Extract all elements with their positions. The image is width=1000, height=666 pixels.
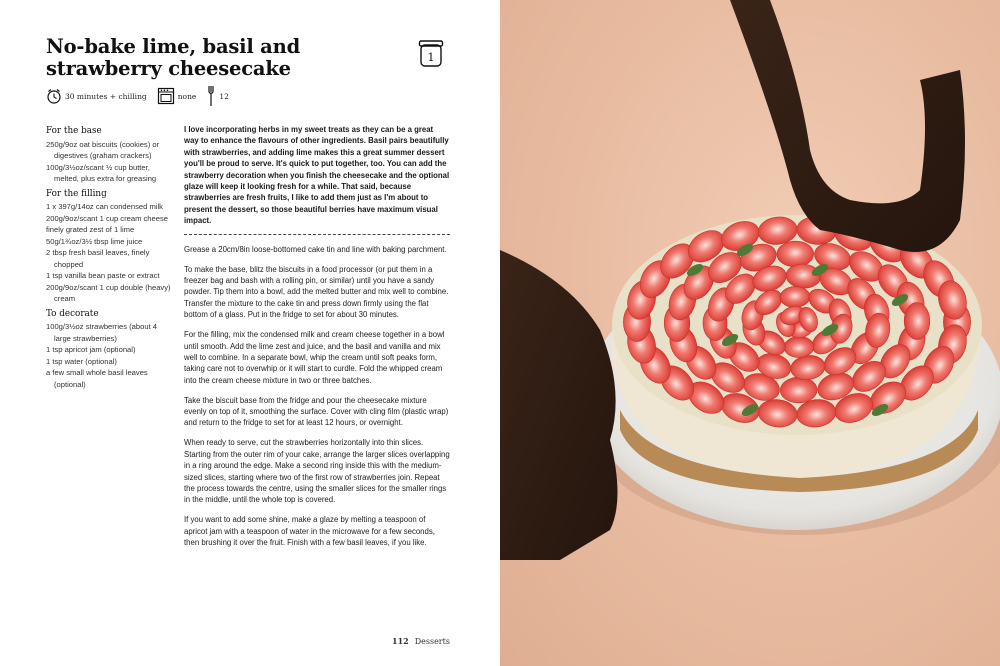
cheesecake-photo [500,0,1000,666]
right-hand [730,0,965,252]
ingredients-heading: For the filling [46,188,107,199]
dashed-divider [184,234,450,235]
ingredient-item: 1 tsp apricot jam (optional) [46,345,136,354]
left-hand [500,250,618,560]
ingredient-item: 1 tsp water (optional) [46,356,117,366]
ingredient-item: a few small whole basil leaves (optional) [46,368,148,389]
ingredient-item: 200g/9oz/scant 1 cup cream cheese [46,213,168,223]
recipe-title: No-bake lime, basil and strawberry cheesecake [46,35,301,80]
photo-page [500,0,1000,666]
ingredient-item: 1 x 397g/14oz can condensed milk [46,202,163,211]
method-step: When ready to serve, cut the strawberries horizontally into thin slices. Starting from the outer rim of your cake, arrange the larger slices overlapping in a ring around the edge. Make a second ring inside this with the medium-sized slices, starting where two of the first row of strawberries join. Repeat the process towards the centre, using the smaller slices for the smaller rings in the middle, until the whole top is covered. [184,438,450,505]
recipe-intro: I love incorporating herbs in my sweet treats as they can be a great way to enhance the flavours of other ingredients. Basil pairs beautifully with strawberries, and adding lime makes this a great summer dessert you'll be proud to serve. It's quick to put together, too. You can add the strawberry decoration when you finish the cheesecake and the optional glaze will keep it looking fresh for a while. That said, because strawberries are fresh fruits, I like to add them just as I'm about to present the dessert, so those beautiful berries have maximum visual impact. [184,125,450,226]
jar-icon [416,38,446,68]
method-step: To make the base, blitz the biscuits in a food processor (or put them in a freezer bag and bash with a rolling pin, or similar) until you have a sandy powder. Tip them into a bowl, add the melted butter and mix well to combine. Transfer the mixture to the cake tin and press down firmly using the flat bottom of a glass. Put in the fridge to set for about 30 minutes. [184,264,449,320]
page-number: 112 [392,636,409,646]
ingredient-item: 100g/3½oz/scant ½ cup butter, melted, plus extra for greasing [46,162,157,183]
fork-icon [206,85,216,107]
ingredients-filling [46,189,172,305]
ingredient-item: 1 tsp vanilla bean paste or extract [46,271,160,280]
ingredient-item: finely grated zest of 1 lime [46,225,135,234]
ingredient-item: 250g/9oz oat biscuits (cookies) or digestives (graham crackers) [46,139,160,160]
ingredient-item: 2 tbsp fresh basil leaves, finely chopped [46,248,150,269]
method-step: Grease a 20cm/8in loose-bottomed cake tin and line with baking parchment. [184,244,447,254]
strawberry-slice [780,377,817,403]
page-footer [392,636,450,646]
recipe-meta [46,86,239,106]
ingredient-item: 50g/1¾oz/3½ tbsp lime juice [46,236,143,246]
ingredient-item: 200g/9oz/scant 1 cup double (heavy) cream [46,282,171,303]
meta-cook: none [177,91,197,101]
ingredients-heading: To decorate [46,308,99,319]
method-step: Take the biscuit base from the fridge and pour the cheesecake mixture evenly on top of it, smoothing the surface. Cover with cling film (plastic wrap) and return to the fridge to set for at least 12 hours, or overnight. [184,395,449,428]
meta-time: 30 minutes + chilling [65,91,147,101]
strawberry-slice [777,241,814,267]
ingredient-item: 100g/3½oz strawberries (about 4 large strawberries) [46,322,158,343]
strawberry-slice [904,302,930,339]
method-step: If you want to add some shine, make a glaze by melting a teaspoon of apricot jam with a teaspoon of water in the microwave for a few seconds, then brushing it over the fruit. Finish with a few basil leaves, if you like. [184,515,435,548]
ingredients-column [46,124,172,394]
ingredients-heading: For the base [46,126,102,136]
alarm-clock-icon [46,87,62,105]
oven-icon [157,87,175,105]
section-name: Desserts [414,637,450,646]
method-column [184,124,450,557]
ingredients-decorate [46,309,172,391]
ingredients-base [46,126,172,185]
category-number: 1 [427,51,435,64]
method-step: For the filling, mix the condensed milk and cream cheese together in a bowl until smooth. Add the lime zest and juice, and the basil and vanilla and mix well to combine. In a separate bowl, whip the cream until soft peaks form, taking care not to overwhip or it will start to curdle. Fold the whipped cream into the cream cheese mixture in two or three batches. [184,330,445,385]
meta-serves: 12 [219,91,229,101]
